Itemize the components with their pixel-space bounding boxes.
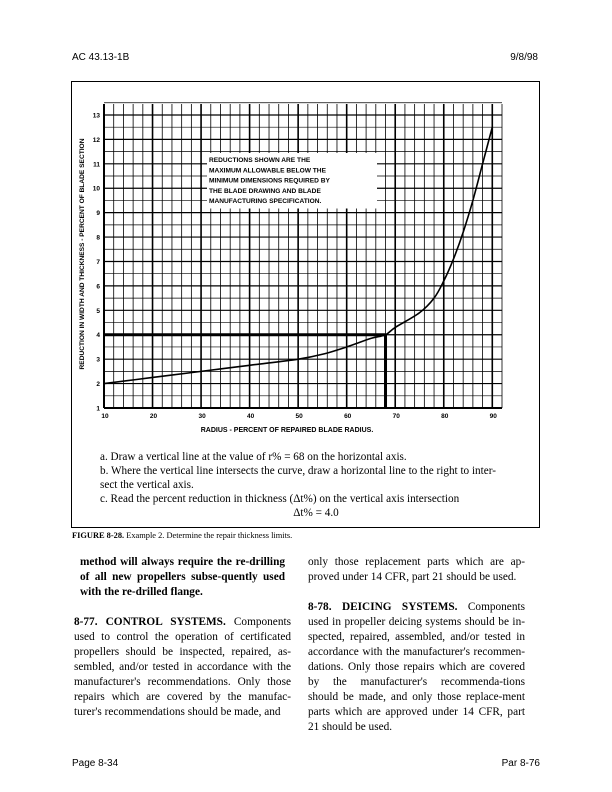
y-tick-label: 11: [93, 161, 100, 169]
note-text: method will always require the re-drilling of all new propellers subse-quently used with the re-drilled flange.: [80, 556, 285, 598]
x-tick-label: 30: [198, 413, 206, 420]
para-title: CONTROL SYSTEMS.: [105, 616, 226, 628]
annotation-line: MANUFACTURING SPECIFICATION.: [209, 198, 322, 206]
x-tick-label: 50: [295, 413, 303, 420]
para-title: DEICING SYSTEMS.: [341, 601, 458, 613]
annotation-line: MINIMUM DIMENSIONS REQUIRED BY: [209, 177, 330, 185]
para-body: Components used in propeller deicing systems should be in-spected, repaired, assembled, and/or tested in accordance with the manufacturer's recommen-dations. Only those repairs which are covered by the manufacturer's recommenda-tions should be made, and only those replace-ment parts which are approved under 14 CFR, part 21 should be used.: [308, 601, 526, 733]
continued-text: only those replacement parts which are ap-proved under 14 CFR, part 21 should be used.: [308, 556, 525, 583]
right-column: [308, 555, 525, 735]
x-axis-label: RADIUS - PERCENT OF REPAIRED BLADE RADIUS.: [200, 427, 374, 434]
y-tick-label: 1: [96, 405, 100, 413]
y-tick-label: 5: [96, 307, 100, 315]
y-tick-label: 7: [96, 258, 100, 266]
annotation-line: MAXIMUM ALLOWABLE BELOW THE: [209, 167, 326, 175]
caption-text: Example 2. Determine the repair thickness limits.: [124, 531, 293, 540]
x-tick-label: 80: [441, 413, 449, 420]
y-tick-label: 6: [96, 283, 100, 291]
left-column: [74, 555, 291, 720]
figure-steps: [100, 450, 532, 520]
step-result: Δt% = 4.0: [293, 507, 339, 519]
y-tick-label: 13: [92, 112, 100, 120]
step-c: c. Read the percent reduction in thickness (Δt%) on the vertical axis intersection: [100, 493, 460, 505]
caption-label: FIGURE 8-28.: [72, 531, 125, 540]
step-b-cont: sect the vertical axis.: [100, 479, 194, 491]
x-tick-label: 20: [149, 413, 158, 420]
para-body: Components used to control the operation of certificated propellers should be inspected, repaired, as-sembled, and/or tested in accordance with the manufacturer's recommendations. Only those repairs which are covered by the manufac-turer's recommendations should be made, and: [74, 616, 291, 718]
step-b: b. Where the vertical line intersects the curve, draw a horizontal line to the right to inter-: [100, 465, 496, 477]
para-number: 8-78.: [308, 601, 332, 613]
x-tick-label: 90: [489, 413, 497, 420]
running-header-left: AC 43.13-1B: [72, 52, 130, 63]
x-tick-label: 60: [344, 413, 352, 420]
y-axis-label: REDUCTION IN WIDTH AND THICKNESS - PERCENT OF BLADE SECTION: [79, 138, 86, 370]
y-tick-label: 2: [96, 381, 100, 389]
chart-annotation: [207, 153, 377, 209]
figure-caption: [72, 531, 292, 540]
running-header-right: 9/8/98: [510, 52, 538, 63]
y-tick-label: 8: [96, 234, 100, 242]
step-a: a. Draw a vertical line at the value of r% = 68 on the horizontal axis.: [100, 451, 407, 463]
reduction-chart: [72, 82, 539, 442]
annotation-line: REDUCTIONS SHOWN ARE THE: [209, 157, 311, 164]
y-tick-label: 3: [96, 356, 100, 364]
page-number: Page 8-34: [72, 758, 119, 769]
paragraph-ref: Par 8-76: [501, 758, 540, 769]
x-tick-label: 10: [101, 413, 109, 420]
paragraph-8-78: [308, 600, 525, 735]
figure-box: [71, 81, 540, 528]
x-tick-label: 70: [392, 413, 400, 420]
chart-grid: [104, 103, 502, 408]
y-tick-label: 9: [96, 210, 100, 218]
y-tick-label: 4: [96, 332, 100, 340]
annotation-line: THE BLADE DRAWING AND BLADE: [209, 187, 321, 195]
paragraph-8-77: [74, 615, 291, 720]
y-tick-label: 12: [92, 136, 100, 144]
y-tick-label: 10: [92, 185, 100, 193]
para-number: 8-77.: [74, 616, 98, 628]
x-tick-label: 40: [246, 413, 255, 420]
